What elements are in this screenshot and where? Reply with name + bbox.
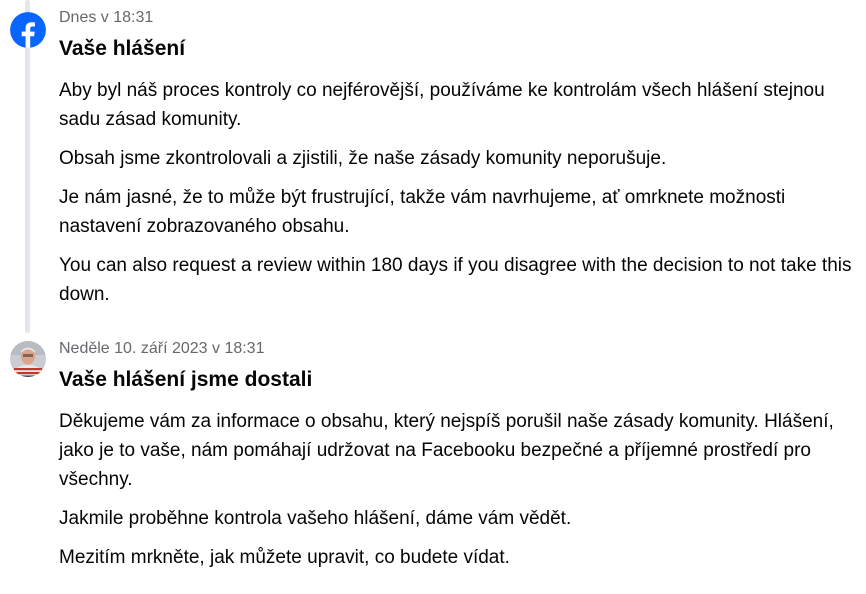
entry-paragraph: Děkujeme vám za informace o obsahu, který nejspíš porušil naše zásady komunity. Hlášení, jako je to vaše, nám pomáhají udržovat na Facebooku bezpečné a příjemné prostředí pro všechny. <box>59 411 834 490</box>
entry-paragraph: Je nám jasné, že to může být frustrující, takže vám navrhujeme, ať omrknete možnosti nastavení zobrazovaného obsahu. <box>59 187 786 237</box>
entry-paragraph: Aby byl náš proces kontroly co nejférovější, používáme ke kontrolám všech hlášení stejnou sadu zásad komunity. <box>59 80 825 130</box>
entry-timestamp: Dnes v 18:31 <box>59 9 154 26</box>
timeline-connector <box>25 0 30 333</box>
facebook-logo-icon <box>10 12 46 48</box>
entry-paragraph: Jakmile proběhne kontrola vašeho hlášení, dáme vám vědět. <box>59 508 572 529</box>
entry-timestamp: Neděle 10. září 2023 v 18:31 <box>59 340 265 357</box>
entry-title[interactable]: Vaše hlášení <box>59 37 186 60</box>
entry-body <box>59 76 859 319</box>
entry-paragraph: Mezitím mrkněte, jak můžete upravit, co budete vídat. <box>59 547 510 568</box>
entry-body <box>59 407 859 582</box>
entry-paragraph: Obsah jsme zkontrolovali a zjistili, že naše zásady komunity neporušuje. <box>59 148 667 169</box>
entry-title[interactable]: Vaše hlášení jsme dostali <box>59 368 313 391</box>
entry-paragraph: You can also request a review within 180 days if you disagree with the decision to not take this down. <box>59 255 852 305</box>
user-avatar-icon <box>10 341 46 377</box>
